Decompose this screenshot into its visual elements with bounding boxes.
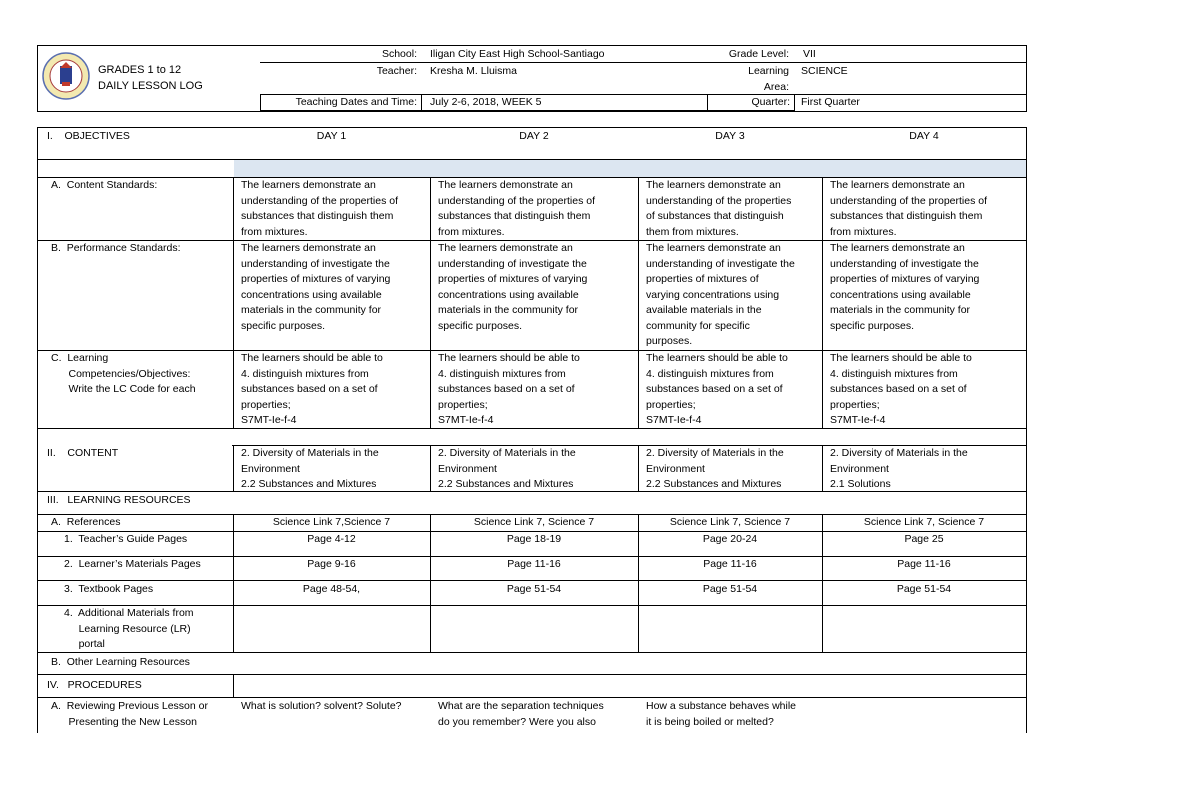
row-line [37,697,1027,698]
other-resources-label: B. Other Learning Resources [51,656,190,668]
dates-label: Teaching Dates and Time: [295,96,417,108]
content-standards-day-2: The learners demonstrate an understanding of the properties of substances that distinguish them from mixtures. [438,179,596,238]
performance-standards-label: B. Performance Standards: [51,242,181,254]
learners-materials-day-2: Page 11-16 [507,558,561,570]
learners-materials-label: 2. Learner’s Materials Pages [64,558,201,570]
col-line [822,177,823,428]
deped-seal-logo [42,52,90,100]
teacher-label: Teacher: [376,65,417,77]
day-3-header: DAY 3 [715,130,745,142]
col-line [430,177,431,428]
performance-standards-day-2: The learners demonstrate an understanding of investigate the properties of mixtures of varying concentrations using available materials in the community for specific purposes. [438,242,588,332]
title-line-2: DAILY LESSON LOG [98,80,203,92]
content-day-2: 2. Diversity of Materials in the Environment 2.2 Substances and Mixtures [438,447,576,490]
teacher-value: Kresha M. Lluisma [430,65,517,77]
col-line [430,445,431,491]
row-line [37,580,1027,581]
day-4-header: DAY 4 [909,130,939,142]
col-line [233,177,234,428]
teachers-guide-day-4: Page 25 [904,533,944,545]
quarter-label: Quarter: [751,96,790,108]
additional-materials-label: 4. Additional Materials from Learning Resource (LR) portal [64,607,194,650]
teachers-guide-label: 1. Teacher’s Guide Pages [64,533,188,545]
content-standards-day-3: The learners demonstrate an understanding of the properties of substances that distinguish them from mixtures. [646,179,792,238]
col-line [822,445,823,491]
learners-materials-day-1: Page 9-16 [307,558,356,570]
competencies-day-4: The learners should be able to 4. distinguish mixtures from substances based on a set of properties; S7MT-Ie-f-4 [830,352,972,426]
content-day-3: 2. Diversity of Materials in the Environment 2.2 Substances and Mixtures [646,447,784,490]
content-label: II. CONTENT [47,447,119,459]
content-standards-day-1: The learners demonstrate an understanding of the properties of substances that distinguish them from mixtures. [241,179,399,238]
performance-standards-day-3: The learners demonstrate an understanding of investigate the properties of mixtures of varying concentrations using available materials in the community for specific purposes. [646,242,795,347]
content-day-1: 2. Diversity of Materials in the Environment 2.2 Substances and Mixtures [241,447,379,490]
col-line [638,445,639,491]
area-value: SCIENCE [801,65,848,77]
quarter-value: First Quarter [801,96,860,108]
competencies-label: C. Learning Competencies/Objectives: Write the LC Code for each [51,352,196,395]
competencies-day-1: The learners should be able to 4. distinguish mixtures from substances based on a set of properties; S7MT-Ie-f-4 [241,352,383,426]
row-line [37,159,1027,160]
col-line [233,674,234,697]
teachers-guide-day-3: Page 20-24 [702,533,758,545]
teachers-guide-day-2: Page 18-19 [506,533,562,545]
school-label: School: [381,48,417,60]
performance-standards-day-1: The learners demonstrate an understanding of investigate the properties of mixtures of varying concentrations using available materials in the community for specific purposes. [241,242,391,332]
content-standards-label: A. Content Standards: [51,179,158,191]
day-2-header: DAY 2 [519,130,549,142]
textbook-day-1: Page 48-54, [302,583,361,595]
textbook-label: 3. Textbook Pages [64,583,154,595]
learners-materials-day-4: Page 11-16 [897,558,951,570]
objectives-shaded-band [234,159,1026,177]
competencies-day-3: The learners should be able to 4. distinguish mixtures from substances based on a set of properties; S7MT-Ie-f-4 [646,352,788,426]
references-day-1: Science Link 7,Science 7 [272,516,391,528]
review-day-1: What is solution? solvent? Solute? [241,700,402,712]
competencies-day-2: The learners should be able to 4. distinguish mixtures from substances based on a set of properties; S7MT-Ie-f-4 [438,352,580,426]
learning-resources-heading: III. LEARNING RESOURCES [47,494,191,506]
review-day-2: What are the separation techniques do you remember? Were you also [438,700,604,728]
dates-value: July 2-6, 2018, WEEK 5 [430,96,542,108]
content-standards-day-4: The learners demonstrate an understanding of the properties of substances that distinguish them from mixtures. [830,179,988,238]
procedures-heading: IV. PROCEDURES [47,679,142,691]
area-label: Learning Area: [748,65,789,93]
textbook-day-3: Page 51-54 [702,583,758,595]
textbook-day-4: Page 51-54 [896,583,952,595]
teachers-guide-day-1: Page 4-12 [307,533,356,545]
title-line-1: GRADES 1 to 12 [98,64,182,76]
references-label: A. References [51,516,121,528]
references-day-3: Science Link 7, Science 7 [669,516,791,528]
row-line [37,674,1027,675]
textbook-day-2: Page 51-54 [506,583,562,595]
col-line [638,177,639,428]
performance-standards-day-4: The learners demonstrate an understanding of investigate the properties of mixtures of varying concentrations using available materials in the community for specific purposes. [830,242,980,332]
school-value: Iligan City East High School-Santiago [430,48,605,60]
col-line [233,445,234,491]
references-day-4: Science Link 7, Science 7 [863,516,985,528]
learners-materials-day-3: Page 11-16 [703,558,757,570]
grade-label: Grade Level: [728,48,789,60]
review-day-3: How a substance behaves while it is being boiled or melted? [646,700,797,728]
review-label: A. Reviewing Previous Lesson or Presenting the New Lesson [51,700,208,728]
grade-value: VII [803,48,816,60]
references-day-2: Science Link 7, Science 7 [473,516,595,528]
content-day-4: 2. Diversity of Materials in the Environment 2.1 Solutions [830,447,968,490]
day-1-header: DAY 1 [316,130,347,142]
objectives-heading: I. OBJECTIVES [47,130,130,142]
